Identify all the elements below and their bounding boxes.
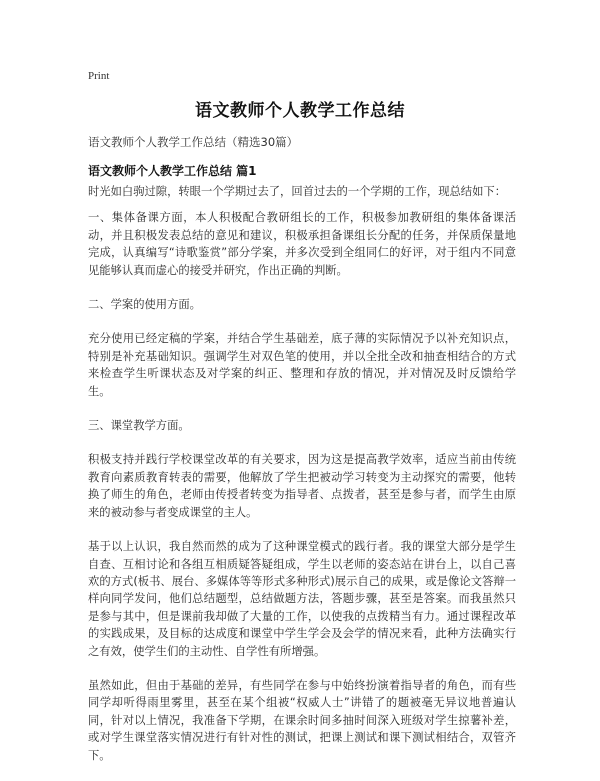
document-title: 语文教师个人教学工作总结 xyxy=(195,101,405,121)
document-subtitle: 语文教师个人教学工作总结（精选30篇） xyxy=(88,135,299,149)
paragraph-study-plan-usage: 充分使用已经定稿的学案，并结合学生基础差，底子薄的实际情况予以补充知识点，特别是补充基础知识。强调学生对双色笔的使用，并以全批全改和抽查相结合的方式来检查学生听课状态及对学案的纠正、整理和存放的情况，并对情况及时反馈给学生。 xyxy=(88,332,516,398)
section-heading: 语文教师个人教学工作总结 篇1 xyxy=(88,164,257,178)
paragraph-heading-classroom: 三、课堂教学方面。 xyxy=(88,419,190,433)
paragraph-improvement-plan: 虽然如此，但由于基础的差异，有些同学在参与中始终扮演着指导者的角色，而有些同学却听得雨里雾里，甚至在某个组被“权威人士”讲错了的题被毫无异议地普遍认同，针对以上情况，我准备下学期，在课余时间多抽时间深入班级对学生掠薯补差，或对学生课堂落实情况进行有针对性的测试，把课上测试和课下测试相结合，双管齐下。 xyxy=(88,678,516,762)
print-label: Print xyxy=(88,70,110,82)
paragraph-intro: 时光如白驹过隙，转眼一个学期过去了，回首过去的一个学期的工作，现总结如下： xyxy=(88,185,506,198)
paragraph-collective-prep: 一、集体备课方面，本人积极配合教研组长的工作，积极参加教研组的集体备课活动，并且积极发表总结的意见和建议，积极承担备课组长分配的任务，并保质保量地完成，认真编写“诗歌鉴赏”部分学案，并多次受到全组同仁的好评，对于组内不同意见能够认真而虚心的接受并研究，作出正确的判断。 xyxy=(88,211,516,277)
paragraph-classroom-practice: 基于以上认识，我自然而然的成为了这种课堂模式的践行者。我的课堂大部分是学生自查、互相讨论和各组互相质疑答疑组成，学生以老师的姿态站在讲台上，以自己喜欢的方式(板书、展台、多媒体等等形式多种形式)展示自己的成果，或是像论文答辩一样向同学发问，他们总结题型，总结做题方法，答题步骤，甚至是答案。而我虽然只是参与其中，但是课前我却做了大量的工作，以使我的点拨精当有力。通过课程改革的实践成果，及目标的达成度和课堂中学生学会及会学的情况来看，此种方法确实行之有效，使学生们的主动性、自学性有所增强。 xyxy=(88,540,516,658)
paragraph-classroom-reform: 积极支持并践行学校课堂改革的有关要求，因为这是提高教学效率，适应当前由传统教育向素质教育转表的需要，他解放了学生把被动学习转变为主动探究的需要，他转换了师生的角色，老师由传授者转变为指导者、点拨者，甚至是参与者，而学生由原来的被动参与者变成课堂的主人。 xyxy=(88,453,516,519)
document-body xyxy=(88,183,516,781)
paragraph-heading-study-plan: 二、学案的使用方面。 xyxy=(88,298,201,312)
